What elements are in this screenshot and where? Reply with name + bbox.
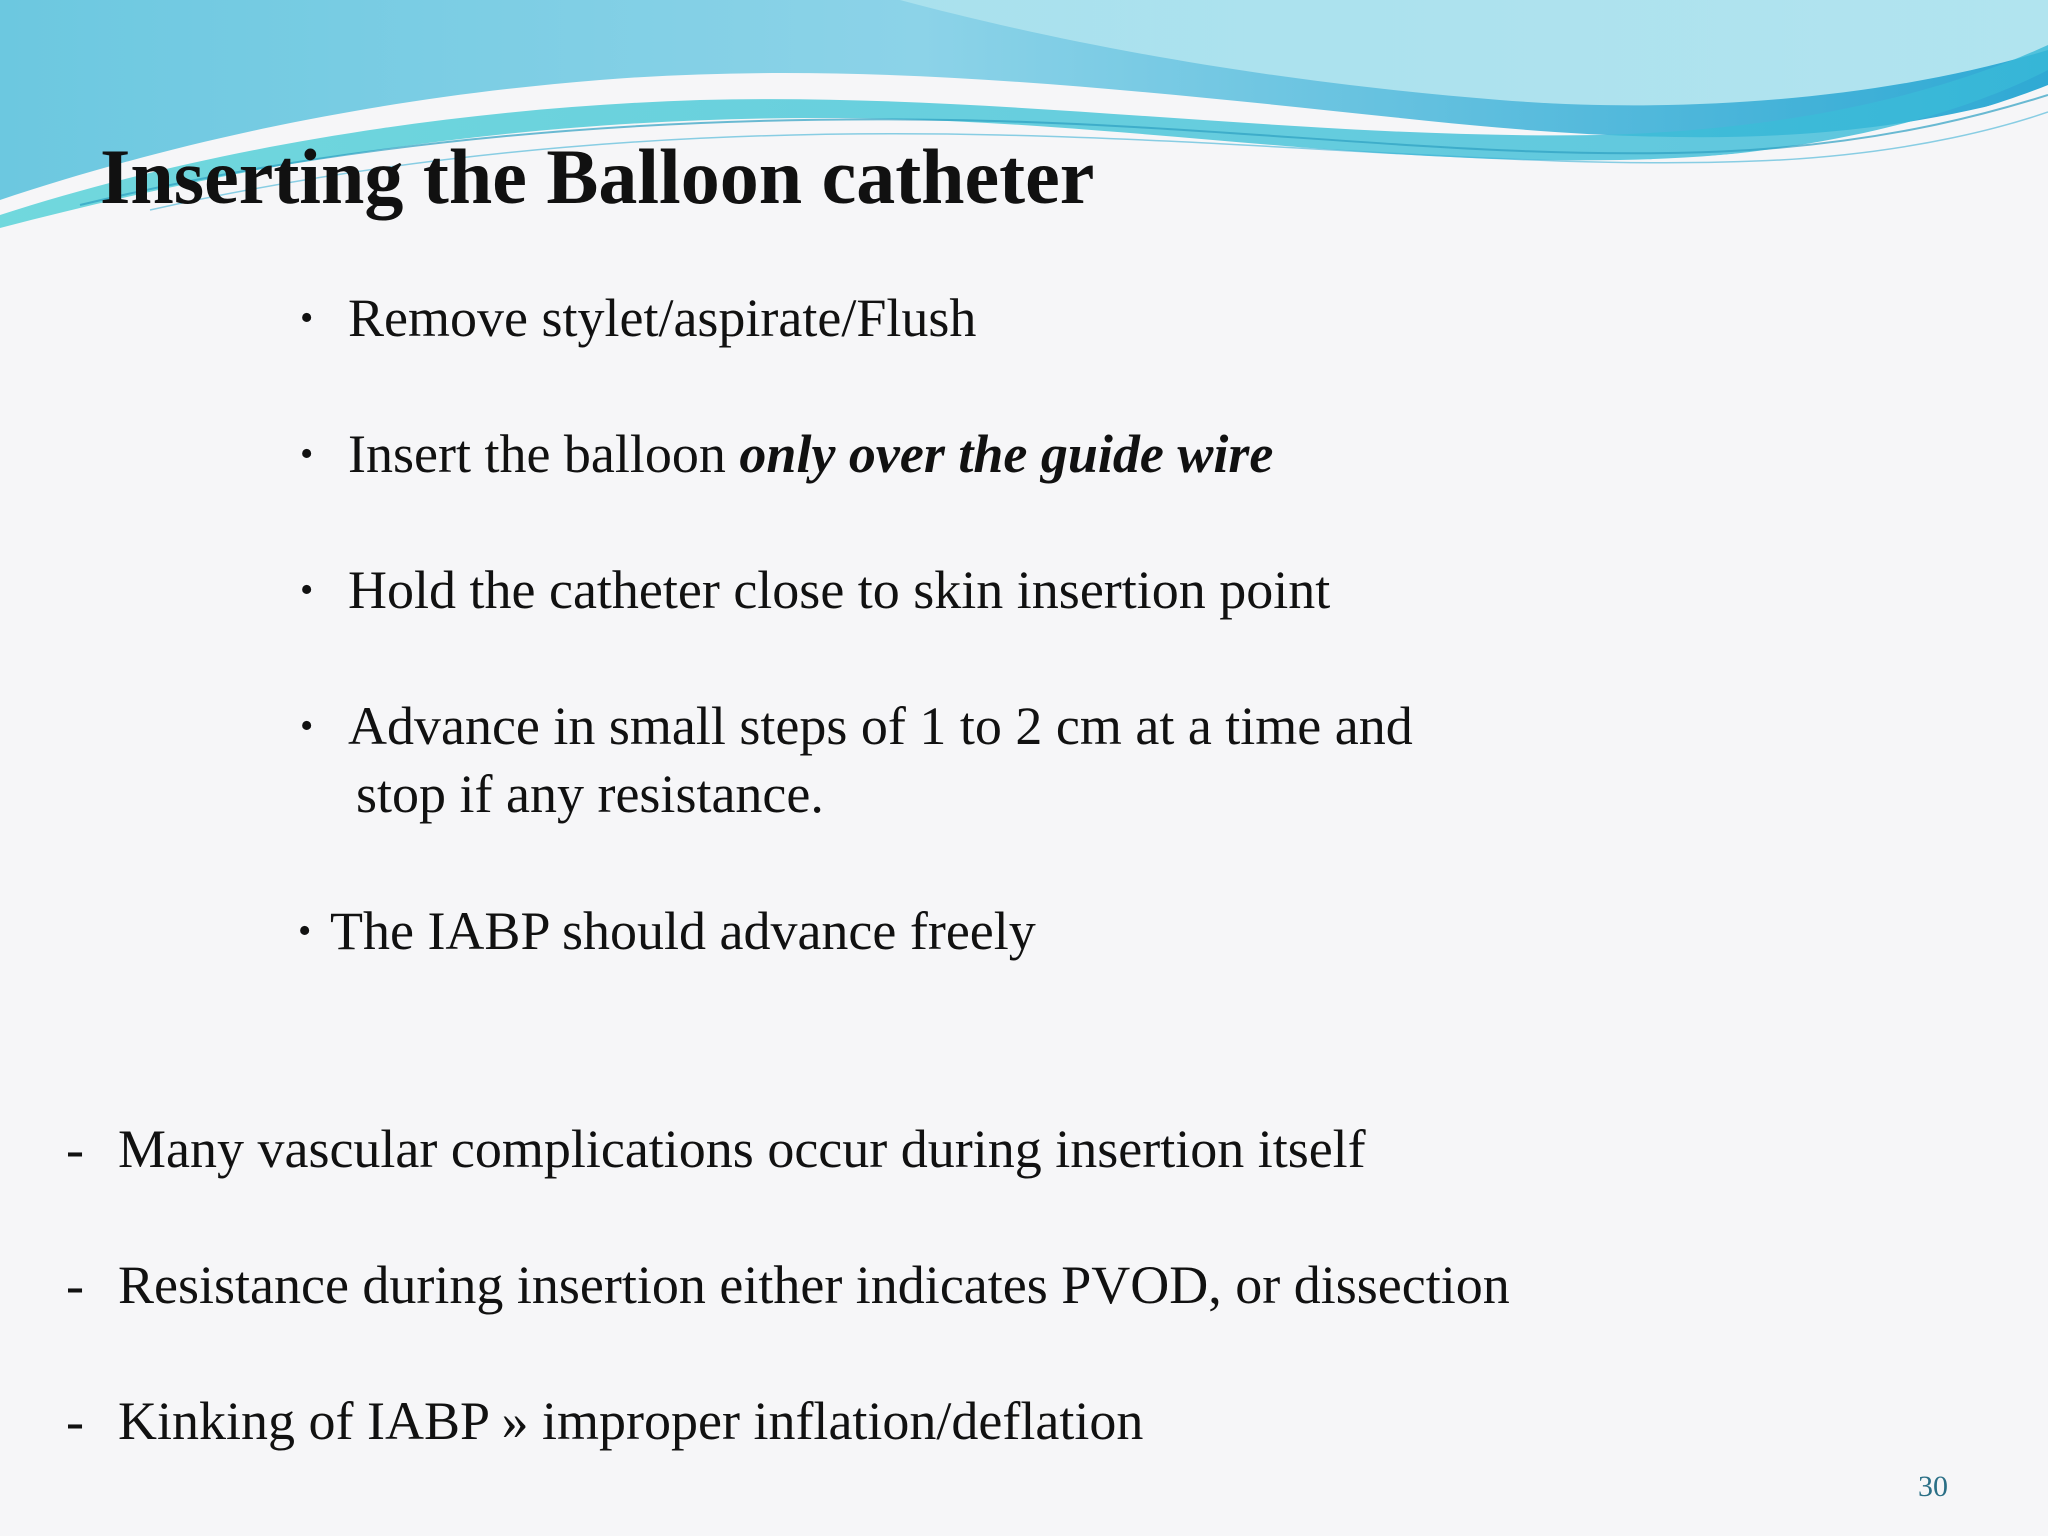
decorative-wave-header [0, 0, 2048, 260]
slide-title: Inserting the Balloon catheter [100, 133, 1095, 220]
bullet-item [300, 284, 976, 352]
dash-text: Many vascular complications occur during insertion itself [118, 1119, 1366, 1179]
dash-item [66, 1251, 1510, 1319]
dash-item [66, 1115, 1366, 1183]
bullet-text: The IABP should advance freely [330, 901, 1036, 961]
dash-text: Resistance during insertion either indicates PVOD, or dissection [118, 1255, 1510, 1315]
bullet-text: Remove stylet/aspirate/Flush [348, 288, 977, 348]
bullet-text-line2: stop if any resistance. [356, 764, 824, 824]
bullet-icon: • [298, 910, 312, 952]
bullet-text-line1: Advance in small steps of 1 to 2 cm at a time and [348, 696, 1413, 756]
dash-item [66, 1387, 1143, 1455]
bullet-icon: • [300, 569, 314, 611]
bullet-text-plain: Insert the balloon [348, 424, 740, 484]
dash-icon: - [66, 1255, 84, 1315]
bullet-text [348, 420, 1273, 488]
bullet-item [300, 420, 1273, 488]
bullet-item [300, 692, 1413, 828]
dash-text: Kinking of IABP » improper inflation/deflation [118, 1391, 1144, 1451]
dash-icon: - [66, 1391, 84, 1451]
bullet-text: Hold the catheter close to skin insertion point [348, 560, 1331, 620]
bullet-text-emphasis: only over the guide wire [739, 424, 1274, 484]
bullet-item [298, 897, 1036, 965]
bullet-icon: • [300, 705, 314, 747]
bullet-icon: • [300, 433, 314, 475]
bullet-icon: • [300, 297, 314, 339]
page-number: 30 [1918, 1470, 1948, 1503]
dash-icon: - [66, 1119, 84, 1179]
bullet-text [348, 692, 1413, 828]
bullet-item [300, 556, 1330, 624]
